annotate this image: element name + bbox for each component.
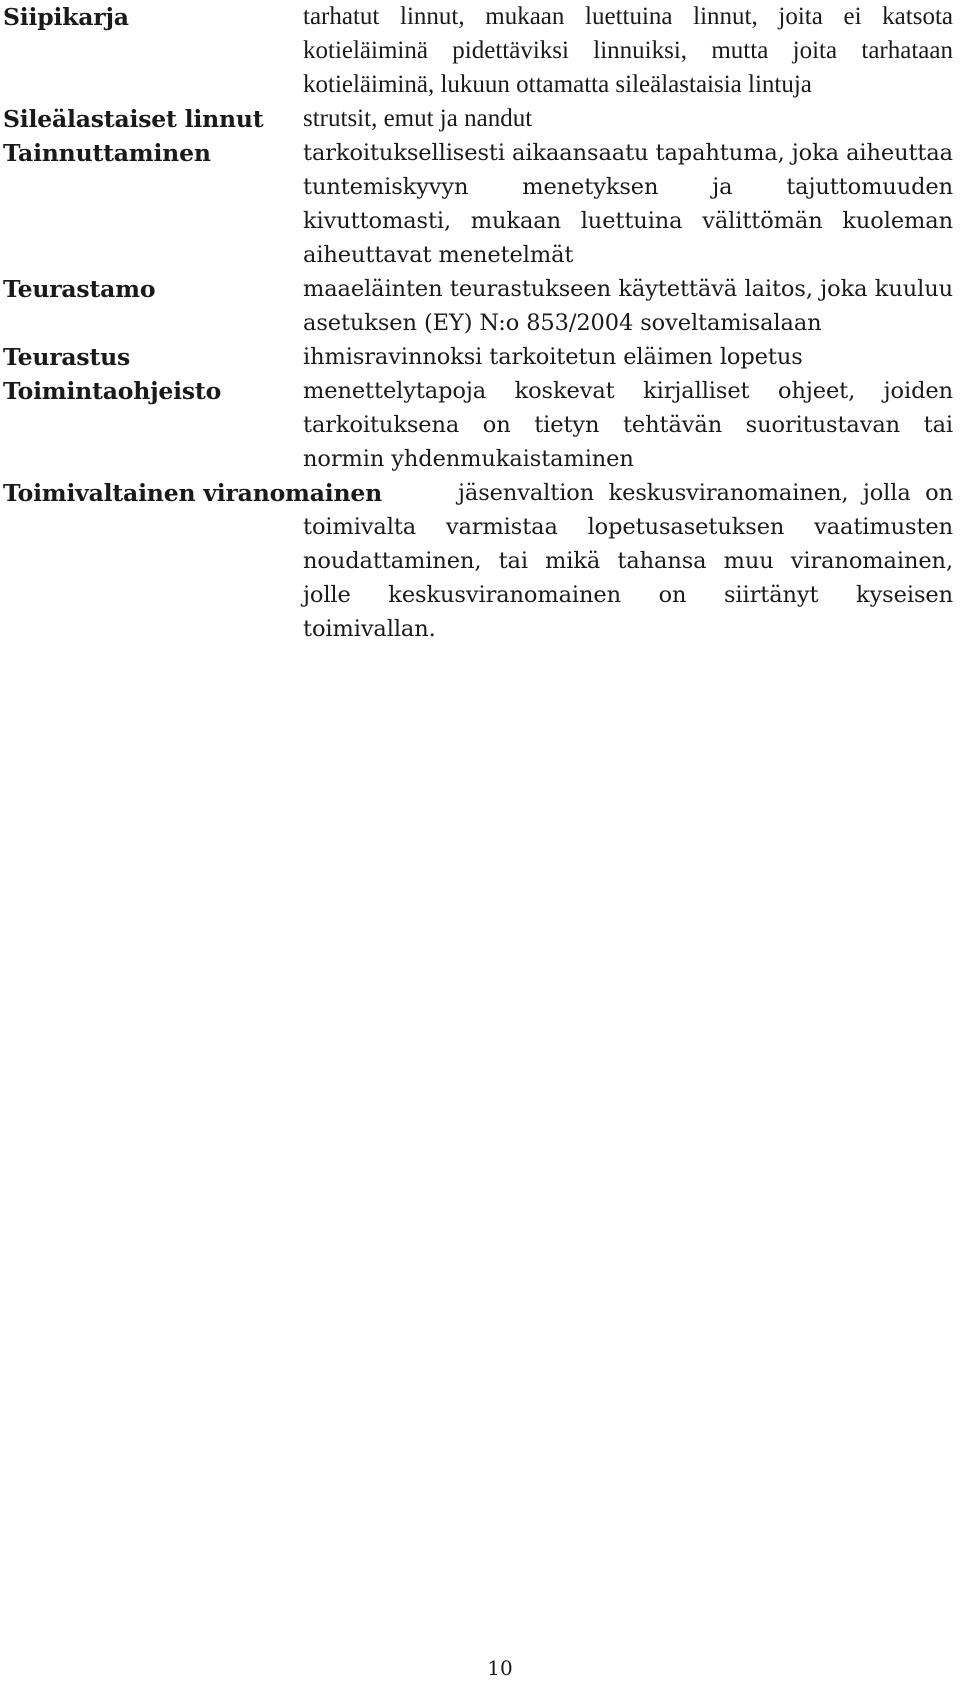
- glossary-entry-toimintaohjeisto: [3, 374, 953, 476]
- glossary-entry-siipikarja: [3, 0, 953, 102]
- glossary-definition: strutsit, emut ja nandut: [303, 105, 533, 132]
- glossary-entry-tainnuttaminen: [3, 136, 953, 272]
- glossary-term: Toimintaohjeisto: [3, 377, 222, 405]
- glossary-term: Teurastus: [3, 343, 131, 371]
- glossary-entry-teurastus: [3, 340, 953, 374]
- glossary-list: [3, 0, 953, 646]
- glossary-term: Sileälastaiset linnut: [3, 105, 264, 133]
- glossary-term: Teurastamo: [3, 275, 156, 303]
- glossary-entry-teurastamo: [3, 272, 953, 340]
- glossary-term: Toimivaltainen viranomainen: [3, 479, 382, 507]
- glossary-entry-sileälastaiset-linnut: [3, 102, 953, 136]
- glossary-term: Siipikarja: [3, 3, 129, 31]
- glossary-entry-toimivaltainen-viranomainen: [3, 476, 953, 646]
- page-number: 10: [487, 1656, 513, 1680]
- glossary-definition: ihmisravinnoksi tarkoitetun eläimen lopetus: [303, 344, 803, 370]
- glossary-definition: jäsenvaltion keskusviranomainen, jolla on toimivalta varmistaa lopetusasetuksen vaatimusten noudattaminen, tai mikä tahansa muu viranomainen, jolle keskusviranomainen on siirtänyt kyseisen toimivallan.: [303, 480, 953, 642]
- glossary-term: Tainnuttaminen: [3, 139, 211, 167]
- glossary-definition: tarkoituksellisesti aikaansaatu tapahtuma, joka aiheuttaa tuntemiskyvyn menetyksen ja tajuttomuuden kivuttomasti, mukaan luettuina välittömän kuoleman aiheuttavat menetelmät: [303, 140, 953, 268]
- glossary-definition: maaeläinten teurastukseen käytettävä laitos, joka kuuluu asetuksen (EY) N:o 853/2004 soveltamisalaan: [303, 276, 953, 336]
- glossary-definition: tarhatut linnut, mukaan luettuina linnut, joita ei katsota kotieläiminä pidettäviksi linnuiksi, mutta joita tarhataan kotieläiminä, lukuun ottamatta sileälastaisia lintuja: [303, 3, 953, 98]
- glossary-definition: menettelytapoja koskevat kirjalliset ohjeet, joiden tarkoituksena on tietyn tehtävän suoritustavan tai normin yhdenmukaistaminen: [303, 378, 953, 472]
